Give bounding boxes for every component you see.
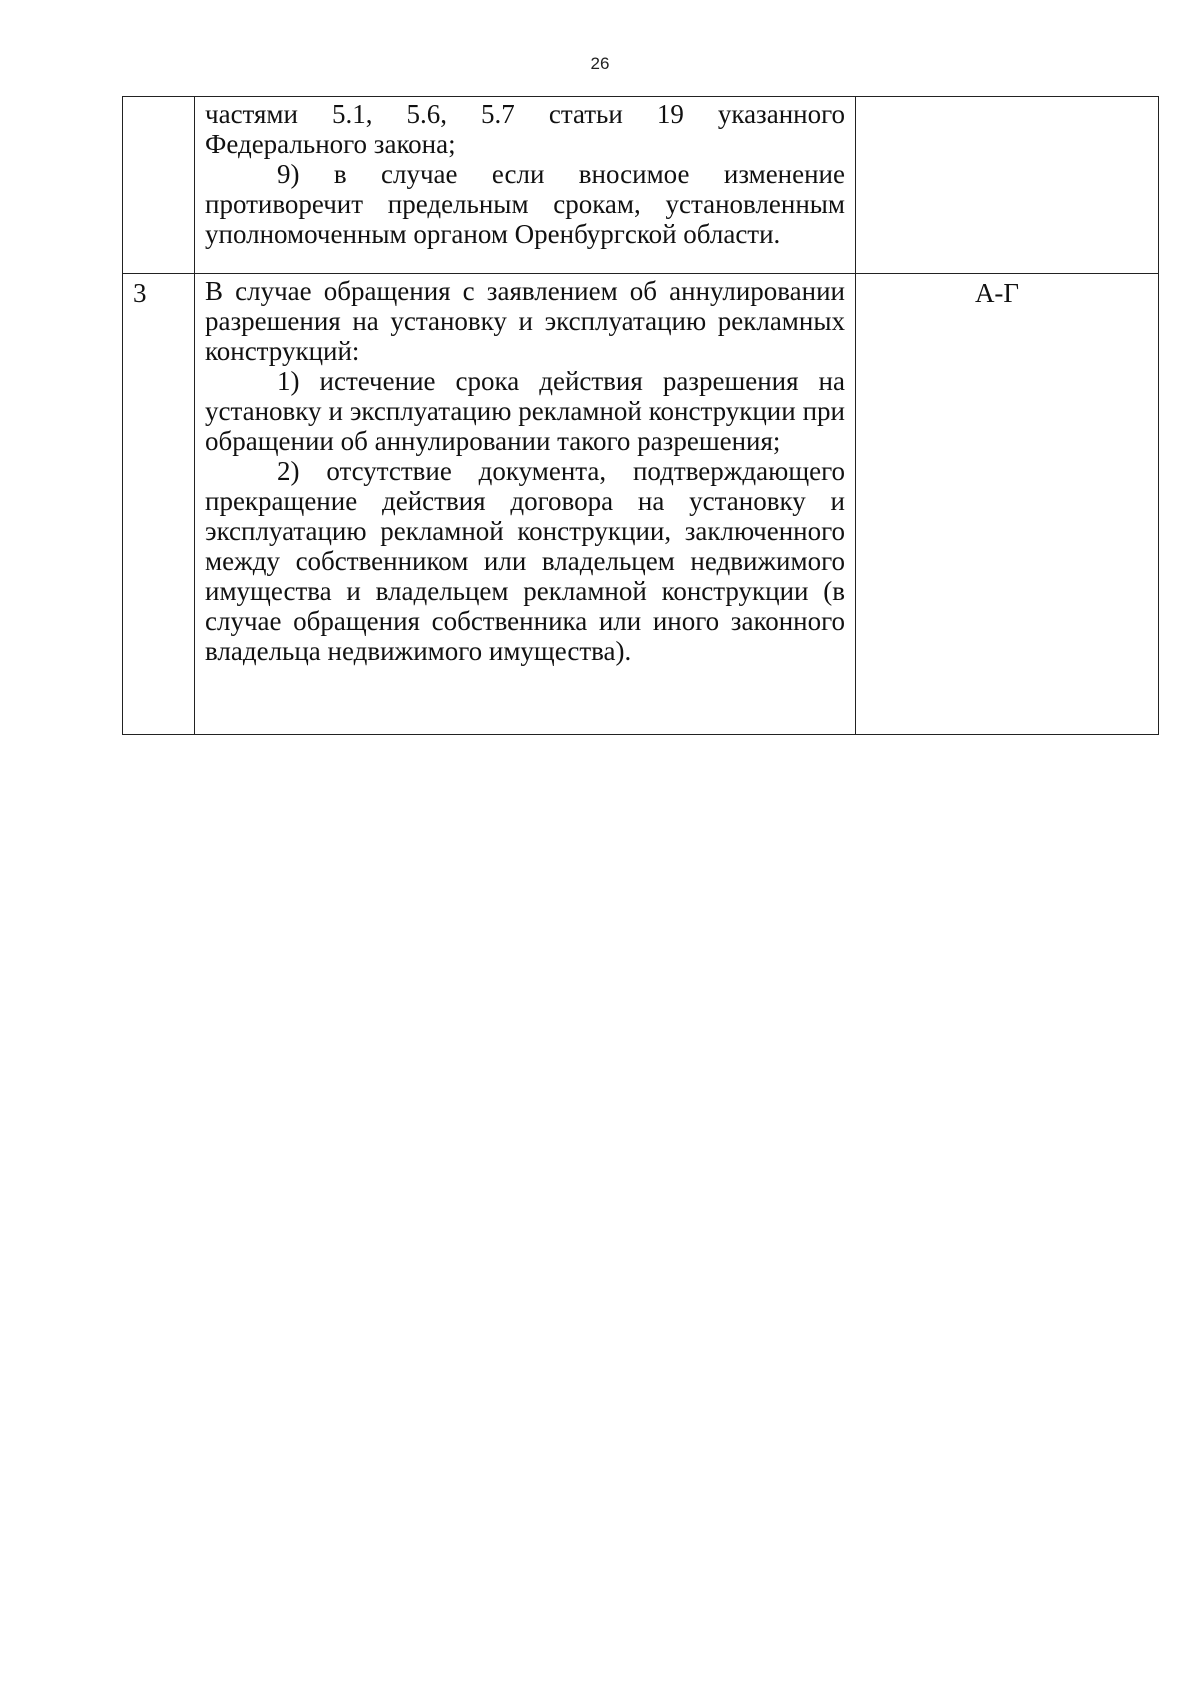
row-code-cell: А-Г [856,274,1159,735]
row-text-cell [195,97,856,274]
row-text-cell [195,274,856,735]
row-number-cell [123,97,195,274]
table-row [123,97,1159,274]
text-paragraph: В случае обращения с заявлением об аннулировании разрешения на установку и эксплуатацию рекламных конструкций: [205,276,845,366]
table-row [123,274,1159,735]
text-paragraph: 9) в случае если вносимое изменение противоречит предельным срокам, установленным уполномоченным органом Оренбургской области. [205,159,845,249]
text-paragraph: 2) отсутствие документа, подтверждающего прекращение действия договора на установку и эксплуатацию рекламной конструкции, заключенного между собственником или владельцем недвижимого имущества и владельцем рекламной конструкции (в случае обращения собственника или иного законного владельца недвижимого имущества). [205,456,845,666]
page-number: 26 [590,54,610,73]
document-table [122,96,1159,735]
text-paragraph: 1) истечение срока действия разрешения на установку и эксплуатацию рекламной конструкции при обращении об аннулировании такого разрешения; [205,366,845,456]
row-code-cell [856,97,1159,274]
text-paragraph: частями 5.1, 5.6, 5.7 статьи 19 указанного Федерального закона; [205,99,845,159]
row-number-cell: 3 [123,274,195,735]
